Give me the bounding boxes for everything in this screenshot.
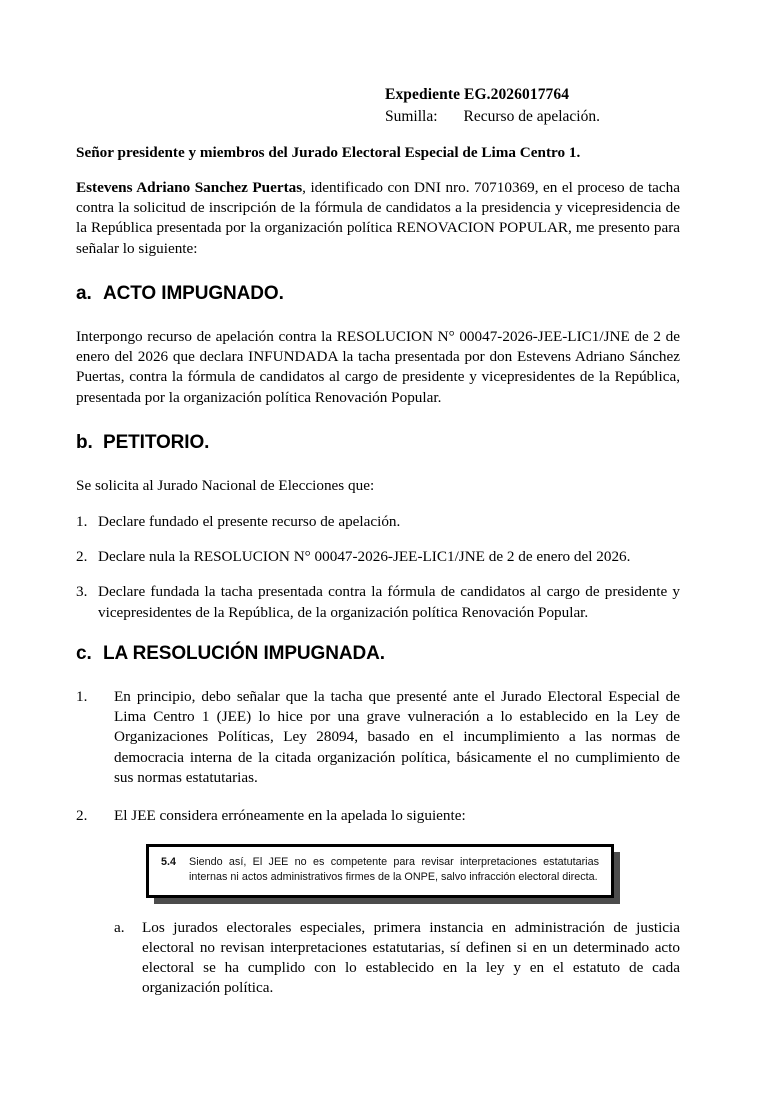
sumilla-label: Sumilla: [385,108,438,125]
expediente-line: Expediente EG.2026017764 [385,86,570,103]
list-text: El JEE considera erróneamente en la apelada lo siguiente: [114,806,466,824]
petitorio-list [76,512,680,623]
list-text: Declare fundado el presente recurso de apelación. [98,512,401,530]
sumilla-line [385,108,685,126]
intro-rest: , identificado con DNI nro. 70710369, en el proceso de tacha contra la solicitud de inscripción de la fórmula de candidatos a la presidencia y vicepresidencia de la República presentada por la organización política RENOVACION POPULAR, me presento para señalar lo siguiente: [76,179,680,257]
quote-number: 5.4 [161,856,177,869]
document-body [76,143,680,999]
intro-paragraph [76,178,680,259]
section-b-lead: Se solicita al Jurado Nacional de Elecciones que: [76,476,375,494]
section-title-a: ACTO IMPUGNADO. [103,282,284,304]
list-item [76,512,680,532]
quote-box [146,844,614,898]
list-marker: 1. [76,512,88,530]
list-text: Los jurados electorales especiales, primera instancia en administración de justicia electoral no revisan interpretaciones estatutarias, sí definen si en un determinado acto electoral se ha cumplido con lo establecido en la ley y en el estatuto de cada organización política. [142,918,680,997]
list-item [114,918,680,999]
list-marker: 2. [76,806,88,824]
list-item [76,547,680,567]
resolucion-list [76,687,680,826]
section-a-paragraph: Interpongo recurso de apelación contra la RESOLUCION N° 00047-2026-JEE-LIC1/JNE de 2 de enero del 2026 que declara INFUNDADA la tacha presentada por don Estevens Adriano Sánchez Puertas, contra la fórmula de candidatos al cargo de presidente y vicepresidentes de la República, presentada por la organización política Renovación Popular. [76,327,680,406]
subitem-list-wrapper [76,918,680,999]
section-letter-b: b. [76,431,93,453]
section-letter-a: a. [76,282,92,304]
section-heading-a [76,283,680,305]
list-marker: 2. [76,548,88,566]
list-text: Declare fundada la tacha presentada contra la fórmula de candidatos al cargo de presidente y vicepresidentes de la República, de la organización política Renovación Popular. [98,583,680,621]
list-item [76,582,680,622]
quoted-resolution-callout [146,844,614,898]
list-item [76,806,680,826]
document-header [385,86,685,126]
addressee-line: Señor presidente y miembros del Jurado Electoral Especial de Lima Centro 1. [76,144,581,161]
petitioner-name: Estevens Adriano Sanchez Puertas [76,179,303,196]
section-title-b: PETITORIO. [103,431,210,453]
subitem-list [114,918,680,999]
section-heading-c [76,643,680,665]
list-marker: 3. [76,583,88,601]
section-heading-b [76,432,680,454]
quote-text: Siendo así, El JEE no es competente para revisar interpretaciones estatutarias internas ni actos administrativos firmes de la ONPE, salvo infracción electoral directa. [189,856,599,884]
list-marker: 1. [76,687,88,705]
list-item [76,687,680,788]
sumilla-value: Recurso de apelación. [463,108,600,125]
quote-row [161,855,599,886]
list-text: Declare nula la RESOLUCION N° 00047-2026-JEE-LIC1/JNE de 2 de enero del 2026. [98,548,631,566]
list-text: En principio, debo señalar que la tacha que presenté ante el Jurado Electoral Especial de Lima Centro 1 (JEE) lo hice por una grave vulneración a lo establecido en la Ley de Organizaciones Políticas, Ley 28094, basado en el incumplimiento a las normas de democracia interna de la citada organización política, básicamente el no cumplimiento de sus normas estatutarias. [114,687,680,786]
section-title-c: LA RESOLUCIÓN IMPUGNADA. [103,642,385,664]
list-marker: a. [114,918,125,936]
section-letter-c: c. [76,642,92,664]
